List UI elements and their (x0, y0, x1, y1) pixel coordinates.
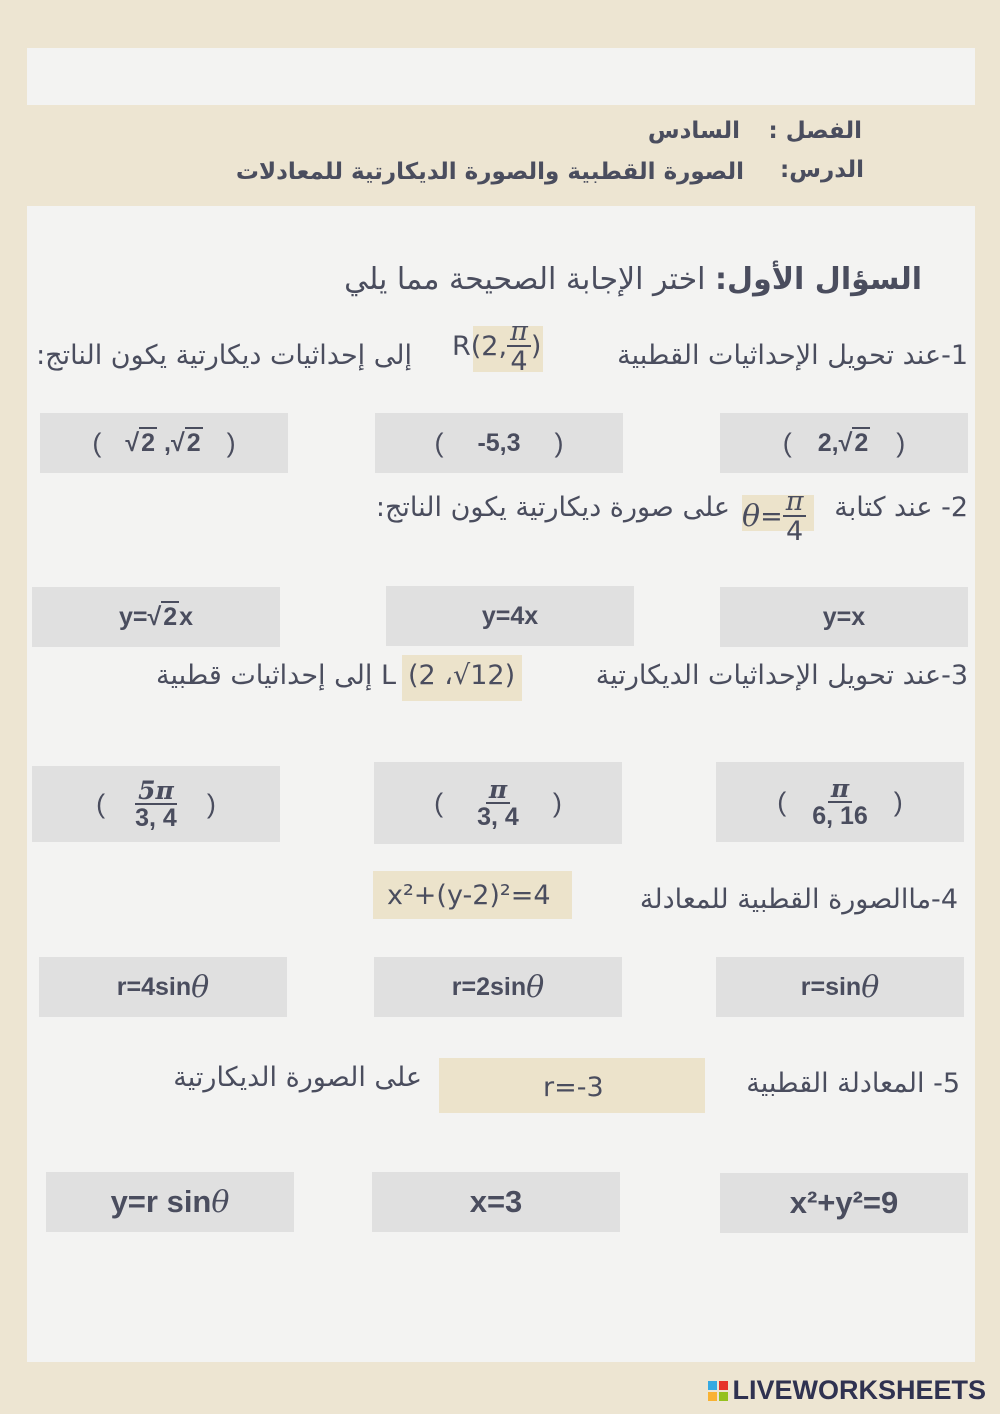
theta-symbol: θ (191, 969, 210, 1005)
option-value: r=sin (800, 972, 862, 1001)
question-3-text: 3-عند تحويل الإحداثيات الديكارتية (595, 660, 968, 691)
q4-option-1[interactable] (39, 957, 287, 1017)
q4-option-3[interactable] (716, 957, 964, 1017)
fraction-numerator: π (828, 776, 852, 803)
option-fraction (135, 775, 177, 832)
q5-option-3[interactable] (720, 1173, 968, 1233)
pi-symbol: π (507, 318, 531, 347)
chapter-value: السادس (647, 118, 740, 144)
theta-symbol: θ (742, 499, 761, 534)
section-title-rest: اختر الإجابة الصحيحة مما يلي (344, 262, 706, 297)
question-5-text: 5- المعادلة القطبية (746, 1068, 960, 1099)
fraction-numerator: π (486, 777, 510, 804)
liveworksheets-logo[interactable] (708, 1375, 986, 1406)
separator: , (157, 428, 171, 457)
q1-option-1[interactable] (40, 413, 288, 473)
option-prefix: y= (118, 602, 148, 631)
paren-open: ( (782, 427, 792, 458)
option-value: -5,3 (477, 428, 521, 457)
paren-open: ( (96, 788, 106, 819)
fraction-numerator: 5π (135, 778, 177, 805)
q2-option-2[interactable] (386, 586, 634, 646)
paren-open: ( (434, 427, 444, 458)
logo-icon (708, 1381, 728, 1401)
question-4-math: x²+(y-2)²=4 (387, 880, 551, 911)
option-value: 2,√2 (817, 428, 869, 457)
option-value: y=r sin (110, 1184, 212, 1219)
q5-option-2[interactable] (372, 1172, 620, 1232)
q1-option-2[interactable] (375, 413, 623, 473)
paren-close: ) (554, 427, 564, 458)
option-fraction (812, 773, 868, 830)
q5-option-1[interactable] (46, 1172, 294, 1232)
q1-option-3[interactable] (720, 413, 968, 473)
logo-square (719, 1381, 728, 1390)
theta-symbol: θ (211, 1184, 230, 1220)
option-prefix: 2, (817, 428, 839, 457)
paren-close: ) (896, 427, 906, 458)
q3-option-3[interactable] (716, 762, 964, 842)
option-suffix: x (179, 602, 194, 631)
equals-sign: = (760, 501, 783, 532)
paren-open: ( (434, 787, 444, 818)
q4-option-2[interactable] (374, 957, 622, 1017)
fraction-denominator: 4 (785, 516, 804, 547)
lesson-value: الصورة القطبية والصورة الديكارتية للمعادلات (235, 159, 744, 185)
section-title-bold: السؤال الأول: (715, 262, 922, 297)
radicand: 2 (163, 602, 178, 631)
question-2-fraction (783, 488, 807, 545)
question-5-math: r=-3 (543, 1072, 604, 1103)
paren-close: ) (552, 787, 562, 818)
radicand: 2 (854, 428, 869, 457)
theta-symbol: θ (861, 969, 880, 1005)
question-1-math-suffix: ) (530, 331, 542, 362)
logo-square (708, 1381, 717, 1390)
question-1-fraction (507, 318, 531, 375)
option-value: y=x (822, 602, 866, 631)
question-1-math-prefix: R(2, (452, 331, 508, 362)
question-1-math (452, 318, 541, 375)
question-2-text: 2- عند كتابة (834, 492, 968, 523)
question-2-text-end: على صورة ديكارتية يكون الناتج: (375, 492, 730, 523)
paren-close: ) (206, 788, 216, 819)
option-value: r=2sin (451, 972, 527, 1001)
pi-symbol: π (783, 488, 807, 517)
paren-close: ) (226, 427, 236, 458)
lesson-label: الدرس: (780, 157, 864, 183)
question-3-math: (2 ،√12) (408, 660, 516, 691)
question-4-text: 4-ماالصورة القطبية للمعادلة (639, 884, 958, 915)
radicand: 2 (186, 428, 201, 457)
fraction-denominator: 6, 16 (812, 801, 868, 830)
q3-option-1[interactable] (32, 766, 280, 842)
logo-text: LIVEWORKSHEETS (732, 1375, 986, 1405)
option-value: y=√2x (118, 602, 194, 631)
option-value: x²+y²=9 (789, 1185, 899, 1220)
fraction-denominator: 4 (510, 346, 528, 377)
theta-symbol: θ (526, 969, 545, 1005)
question-2-math (742, 488, 806, 545)
paren-open: ( (92, 427, 102, 458)
logo-square (719, 1392, 728, 1401)
fraction-denominator: 3, 4 (477, 802, 519, 831)
paren-close: ) (893, 786, 903, 817)
q3-option-2[interactable] (374, 762, 622, 844)
chapter-label: الفصل : (768, 118, 862, 144)
option-value: y=4x (481, 601, 539, 630)
fraction-denominator: 3, 4 (135, 803, 177, 832)
option-value: √2 ,√2 (125, 428, 201, 457)
section-title (344, 262, 922, 297)
question-3-text-end: L إلى إحداثيات قطبية (155, 660, 396, 691)
q2-option-1[interactable] (32, 587, 280, 647)
question-5-text-end: على الصورة الديكارتية (173, 1062, 422, 1093)
option-fraction (477, 774, 519, 831)
logo-square (708, 1392, 717, 1401)
option-value: r=4sin (116, 972, 192, 1001)
question-1-text-end: إلى إحداثيات ديكارتية يكون الناتج: (36, 340, 412, 371)
top-banner (27, 48, 975, 105)
paren-open: ( (777, 786, 787, 817)
option-value: x=3 (469, 1184, 523, 1219)
radicand: 2 (141, 428, 156, 457)
q2-option-3[interactable] (720, 587, 968, 647)
question-1-text: 1-عند تحويل الإحداثيات القطبية (617, 340, 968, 371)
